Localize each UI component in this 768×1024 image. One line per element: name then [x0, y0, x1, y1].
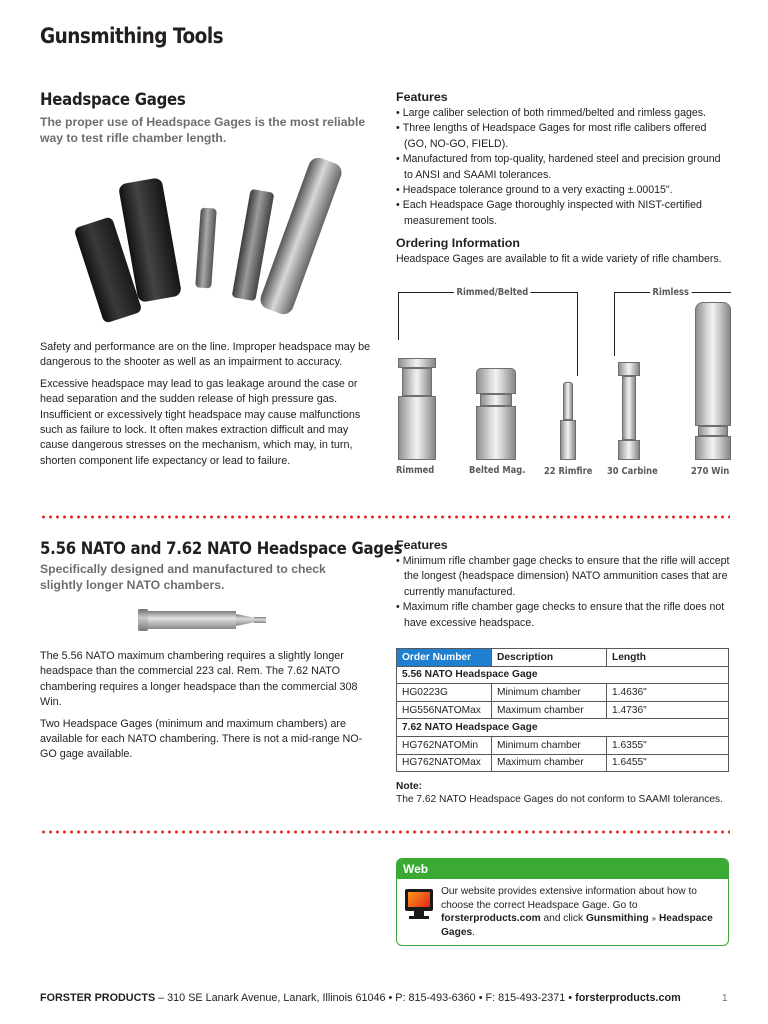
paragraph: Two Headspace Gages (minimum and maximum chambers) are available for each NATO chambering. There is not a mid-range NO-GO gage available.	[40, 717, 363, 761]
table-row	[397, 701, 729, 719]
group-label-rimless: Rimless	[650, 287, 691, 298]
ordering-heading: Ordering Information	[396, 236, 520, 250]
page-title: Gunsmithing Tools	[40, 24, 224, 48]
paragraph: Safety and performance are on the line. Improper headspace may be dangerous to the shooter as well as an impairment to accuracy.	[40, 341, 371, 369]
section-divider	[40, 830, 730, 834]
list-item: • Each Headspace Gage thoroughly inspected with NIST-certified measurement tools.	[396, 198, 731, 229]
features-heading: Features	[396, 90, 448, 104]
monitor-icon	[405, 889, 433, 911]
web-box-heading: Web	[397, 859, 728, 879]
description: Minimum chamber	[492, 684, 607, 702]
diagram-label-belted-mag: Belted Mag.	[469, 465, 526, 476]
column-header-order-number: Order Number	[397, 649, 492, 667]
column-header-length: Length	[607, 649, 729, 667]
order-number: HG0223G	[397, 684, 492, 702]
diagram-label-30-carbine: 30 Carbine	[607, 466, 658, 477]
order-number: HG762NATOMin	[397, 736, 492, 754]
nato-gage-photo	[138, 607, 268, 633]
list-item: • Headspace tolerance ground to a very exacting ±.00015".	[396, 183, 731, 198]
note-label: Note:	[396, 781, 423, 792]
column-header-description: Description	[492, 649, 607, 667]
group-title: 7.62 NATO Headspace Gage	[397, 719, 729, 737]
list-item: • Large caliber selection of both rimmed/belted and rimless gages.	[396, 106, 731, 121]
length: 1.6455"	[607, 754, 729, 772]
web-text-2: and click	[543, 913, 584, 925]
group-label-rimmed-belted: Rimmed/Belted	[454, 287, 531, 298]
table-group-row	[397, 719, 729, 737]
features-list	[396, 106, 731, 229]
table-row	[397, 736, 729, 754]
footer-url[interactable]: forsterproducts.com	[575, 992, 681, 1004]
web-text-1: Our website provides extensive information about how to choose the correct Headspace Gage. Go to	[441, 886, 697, 911]
gunsmithing-link[interactable]: Gunsmithing	[585, 913, 649, 925]
list-item: • Maximum rifle chamber gage checks to ensure that the rifle does not have excessive headspace.	[396, 600, 731, 631]
web-box-text	[441, 885, 726, 939]
table-row	[397, 754, 729, 772]
features-heading: Features	[396, 538, 448, 552]
length: 1.4736"	[607, 701, 729, 719]
website-link[interactable]: forsterproducts.com	[441, 913, 541, 925]
headspace-gages-photo	[66, 150, 336, 335]
nato-gage-table	[396, 648, 729, 772]
section1-body	[40, 340, 375, 475]
features-list	[396, 554, 731, 631]
paragraph: Excessive headspace may lead to gas leakage around the case or head separation and the sudden release of high pressure gas. Insufficient or excessively tight headspace may cause malfunctions such as failure to lock. It often makes extraction difficult and may cause dangerous stresses on the mechanism, which may, in turn, shorten component life expectancy or lead to failure.	[40, 377, 361, 467]
paragraph: The 5.56 NATO maximum chambering requires a slightly longer headspace than the commercial 223 cal. Rem. The 7.62 NATO chambering requires a longer headspace than the commercial 308 Win.	[40, 650, 358, 709]
footer-address: – 310 SE Lanark Avenue, Lanark, Illinois 61046 • P: 815-493-6360 • F: 815-493-2371 •	[158, 992, 573, 1004]
page-number: 1	[722, 993, 728, 1004]
section2-body	[40, 649, 375, 769]
order-number: HG762NATOMax	[397, 754, 492, 772]
headspace-gages-link[interactable]: Headspace Gages	[441, 913, 713, 938]
section-lead: Specifically designed and manufactured to check slightly longer NATO chambers.	[40, 562, 326, 592]
description: Minimum chamber	[492, 736, 607, 754]
list-item: • Minimum rifle chamber gage checks to ensure that the rifle will accept the longest (headspace dimension) NATO ammunition cases that are currently manufactured.	[396, 554, 731, 600]
period: .	[472, 926, 475, 938]
description: Maximum chamber	[492, 754, 607, 772]
section-divider	[40, 515, 730, 519]
diagram-label-rimmed: Rimmed	[396, 465, 435, 476]
breadcrumb-separator: »	[651, 914, 657, 924]
length: 1.4636"	[607, 684, 729, 702]
group-title: 5.56 NATO Headspace Gage	[397, 666, 729, 684]
monitor-base	[409, 916, 429, 919]
diagram-label-270-win: 270 Win	[691, 466, 730, 477]
list-item: • Three lengths of Headspace Gages for most rifle calibers offered (GO, NO-GO, FIELD).	[396, 121, 731, 152]
headspace-gage-diagram	[396, 284, 731, 484]
footer	[40, 992, 681, 1004]
table-group-row	[397, 666, 729, 684]
table-row	[397, 684, 729, 702]
footer-company: FORSTER PRODUCTS	[40, 992, 156, 1004]
diagram-label-22-rimfire: 22 Rimfire	[544, 466, 593, 477]
section-heading-headspace-gages: Headspace Gages	[40, 90, 186, 110]
list-item: • Manufactured from top-quality, hardened steel and precision ground to ANSI and SAAMI tolerances.	[396, 152, 731, 183]
web-info-box	[396, 858, 729, 946]
ordering-text: Headspace Gages are available to fit a wide variety of rifle chambers.	[396, 253, 722, 265]
description: Maximum chamber	[492, 701, 607, 719]
order-number: HG556NATOMax	[397, 701, 492, 719]
section-lead: The proper use of Headspace Gages is the most reliable way to test rifle chamber length.	[40, 115, 366, 145]
length: 1.6355"	[607, 736, 729, 754]
table-header-row	[397, 649, 729, 667]
section-heading-nato-gages: 5.56 NATO and 7.62 NATO Headspace Gages	[40, 539, 403, 559]
note-text: The 7.62 NATO Headspace Gages do not conform to SAAMI tolerances.	[396, 794, 723, 805]
